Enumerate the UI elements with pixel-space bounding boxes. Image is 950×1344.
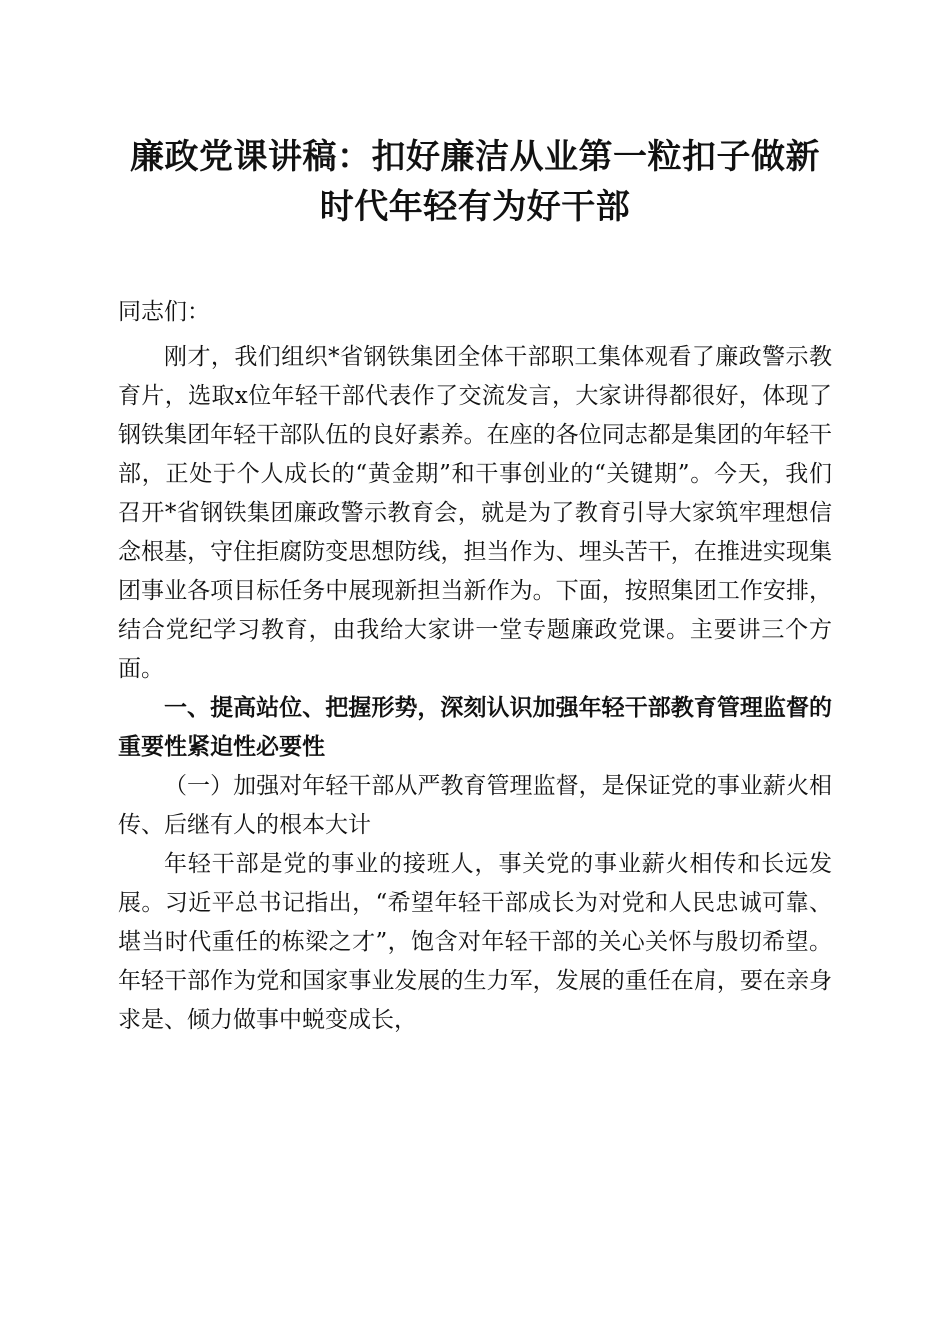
section-1-heading: 一、提高站位、把握形势，深刻认识加强年轻干部教育管理监督的重要性紧迫性必要性: [118, 695, 832, 760]
document-page: [118, 132, 832, 1040]
salutation: 同志们：: [118, 299, 210, 325]
title-line-1: 廉政党课讲稿：扣好廉洁从业第一粒扣子做新: [130, 137, 820, 177]
subsection-1-heading: （一）加强对年轻干部从严教育管理监督，是保证党的事业薪火相传、后继有人的根本大计: [118, 773, 832, 838]
intro-paragraph: 刚才，我们组织*省钢铁集团全体干部职工集体观看了廉政警示教育片，选取x位年轻干部代表作了交流发言，大家讲得都很好，体现了钢铁集团年轻干部队伍的良好素养。在座的各位同志都是集团的年轻干部，正处于个人成长的“黄金期”和干事创业的“关键期”。今天，我们召开*省钢铁集团廉政警示教育会，就是为了教育引导大家筑牢理想信念根基，守住拒腐防变思想防线，担当作为、埋头苦干，在推进实现集团事业各项目标任务中展现新担当新作为。下面，按照集团工作安排，结合党纪学习教育，由我给大家讲一堂专题廉政党课。主要讲三个方面。: [118, 344, 832, 682]
subsection-1-paragraph: 年轻干部是党的事业的接班人，事关党的事业薪火相传和长远发展。习近平总书记指出，“希望年轻干部成长为对党和人民忠诚可靠、堪当时代重任的栋梁之才”，饱含对年轻干部的关心关怀与殷切希望。年轻干部作为党和国家事业发展的生力军，发展的重任在肩，要在亲身求是、倾力做事中蜕变成长，: [118, 851, 832, 1033]
document-title: [118, 132, 832, 232]
title-line-2: 时代年轻有为好干部: [319, 187, 631, 227]
